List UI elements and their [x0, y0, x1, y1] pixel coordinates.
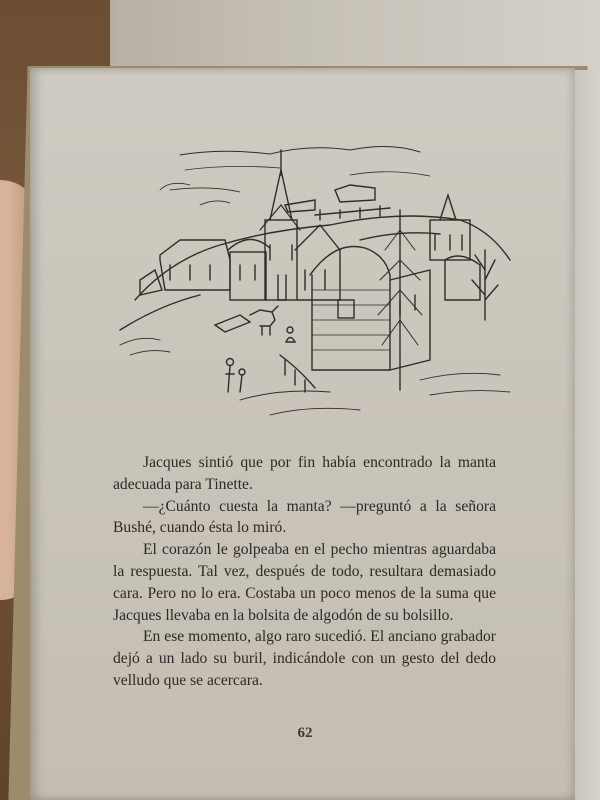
- paragraph: Jacques sintió que por fin había encontrado la manta adecuada para Tinette.: [113, 454, 496, 493]
- paragraph: El corazón le golpeaba en el pecho mientras aguardaba la respuesta. Tal vez, después de todo, resultara demasiado cara. Pero no lo era. Costaba un poco menos de la suma que Jacques llevaba en la bolsita de algodón de su bolsillo.: [113, 541, 496, 624]
- village-illustration: [100, 130, 520, 430]
- body-text: [113, 452, 496, 692]
- paragraph: En ese momento, algo raro sucedió. El anciano grabador dejó a un lado su buril, indicándole con un gesto del dedo velludo que se acercara.: [113, 628, 496, 689]
- page-number: 62: [297, 725, 313, 741]
- paragraph: —¿Cuánto cuesta la manta? —preguntó a la señora Bushé, cuando ésta lo miró.: [113, 497, 496, 537]
